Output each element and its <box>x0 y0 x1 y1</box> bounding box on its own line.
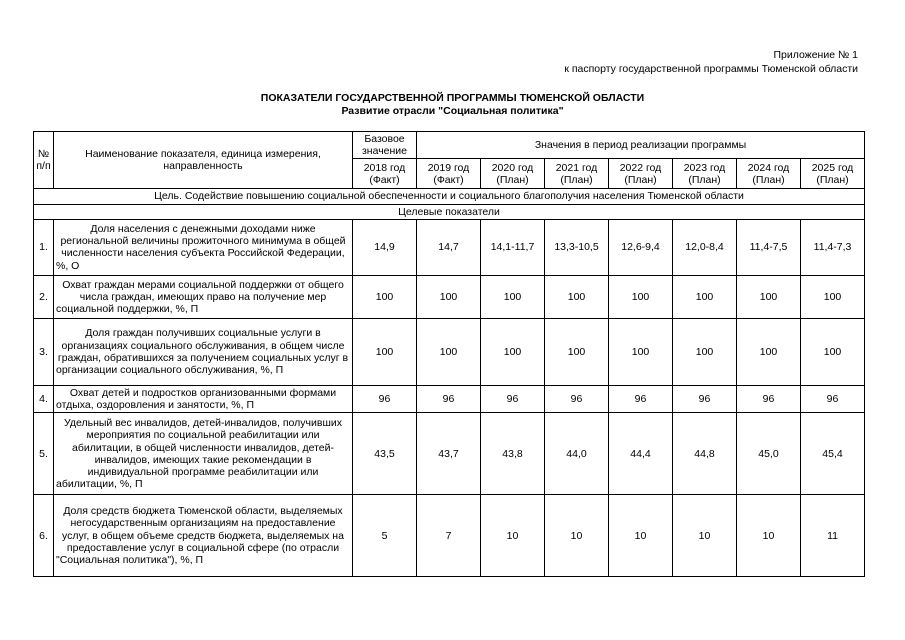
row-value-2020: 10 <box>481 495 545 577</box>
header-base: Базовое значение <box>353 132 417 159</box>
row-value-2018: 14,9 <box>353 219 417 275</box>
row-num: 3. <box>34 318 54 385</box>
section-row <box>34 204 865 219</box>
table-row <box>34 318 865 385</box>
row-value-2019: 96 <box>417 385 481 412</box>
table-row <box>34 219 865 275</box>
row-value-2021: 44,0 <box>545 413 609 495</box>
header-year-2020: 2020 год (План) <box>481 159 545 189</box>
header-year-2018: 2018 год (Факт) <box>353 159 417 189</box>
header-year-2019: 2019 год (Факт) <box>417 159 481 189</box>
document-subtitle: Развитие отрасли "Социальная политика" <box>341 105 564 117</box>
row-value-2019: 14,7 <box>417 219 481 275</box>
row-value-2021: 96 <box>545 385 609 412</box>
table-row <box>34 385 865 412</box>
row-value-2019: 43,7 <box>417 413 481 495</box>
table-row <box>34 413 865 495</box>
goal-text: Цель. Содействие повышению социальной обеспеченности и социального благополучия населения Тюменской области <box>34 189 865 204</box>
header-num: № п/п <box>34 132 54 189</box>
row-value-2022: 44,4 <box>609 413 673 495</box>
row-value-2023: 12,0-8,4 <box>673 219 737 275</box>
row-value-2023: 100 <box>673 318 737 385</box>
row-num: 5. <box>34 413 54 495</box>
row-value-2022: 96 <box>609 385 673 412</box>
row-value-2021: 10 <box>545 495 609 577</box>
row-value-2020: 14,1-11,7 <box>481 219 545 275</box>
row-value-2025: 45,4 <box>801 413 865 495</box>
appendix-line-1: Приложение № 1 <box>773 49 858 61</box>
row-value-2023: 10 <box>673 495 737 577</box>
row-value-2021: 100 <box>545 275 609 318</box>
row-name: Охват граждан мерами социальной поддержки от общего числа граждан, имеющих право на получение мер социальной поддержки, %, П <box>54 275 353 318</box>
document-heading <box>0 92 905 118</box>
appendix-line-2: к паспорту государственной программы Тюменской области <box>564 63 858 75</box>
row-value-2023: 96 <box>673 385 737 412</box>
indicators-table <box>33 131 865 577</box>
header-period: Значения в период реализации программы <box>417 132 865 159</box>
row-name: Доля населения с денежными доходами ниже региональной величины прожиточного минимума в общей численности населения субъекта Российской Федерации, %, О <box>54 219 353 275</box>
appendix-note <box>564 48 858 76</box>
document-title: ПОКАЗАТЕЛИ ГОСУДАРСТВЕННОЙ ПРОГРАММЫ ТЮМЕНСКОЙ ОБЛАСТИ <box>260 92 645 104</box>
row-name: Доля средств бюджета Тюменской области, выделяемых негосударственным организациям на предоставление услуг, в общем объеме средств бюджета, выделяемых на предоставление услуг в социальной сфере (по отрасли "Социальная политика"), %, П <box>54 495 353 577</box>
goal-row <box>34 189 865 204</box>
row-value-2019: 7 <box>417 495 481 577</box>
row-value-2020: 100 <box>481 275 545 318</box>
row-value-2020: 96 <box>481 385 545 412</box>
row-value-2025: 11 <box>801 495 865 577</box>
row-name: Доля граждан получивших социальные услуги в организациях социального обслуживания, в общем числе граждан, обратившихся за получением социальных услуг в организации социального обслуживания, %, П <box>54 318 353 385</box>
row-value-2018: 43,5 <box>353 413 417 495</box>
row-value-2023: 44,8 <box>673 413 737 495</box>
header-year-2023: 2023 год (План) <box>673 159 737 189</box>
row-value-2020: 43,8 <box>481 413 545 495</box>
row-value-2024: 10 <box>737 495 801 577</box>
table-row <box>34 495 865 577</box>
section-title: Целевые показатели <box>34 204 865 219</box>
row-value-2022: 10 <box>609 495 673 577</box>
row-value-2019: 100 <box>417 275 481 318</box>
row-num: 6. <box>34 495 54 577</box>
row-value-2021: 13,3-10,5 <box>545 219 609 275</box>
row-value-2020: 100 <box>481 318 545 385</box>
header-row <box>34 132 865 159</box>
header-year-2022: 2022 год (План) <box>609 159 673 189</box>
row-value-2023: 100 <box>673 275 737 318</box>
table-row <box>34 275 865 318</box>
row-name: Охват детей и подростков организованными формами отдыха, оздоровления и занятости, %, П <box>54 385 353 412</box>
row-num: 4. <box>34 385 54 412</box>
row-value-2025: 100 <box>801 318 865 385</box>
row-value-2018: 100 <box>353 275 417 318</box>
row-value-2025: 100 <box>801 275 865 318</box>
row-value-2019: 100 <box>417 318 481 385</box>
row-value-2024: 45,0 <box>737 413 801 495</box>
row-num: 2. <box>34 275 54 318</box>
row-name: Удельный вес инвалидов, детей-инвалидов, получивших мероприятия по социальной реабилитации или абилитации, в общей численности инвалидов, детей-инвалидов, имеющих такие рекомендации в индивидуальной программе реабилитации или абилитации, %, П <box>54 413 353 495</box>
header-year-2024: 2024 год (План) <box>737 159 801 189</box>
row-value-2022: 100 <box>609 318 673 385</box>
header-name: Наименование показателя, единица измерения, направленность <box>54 132 353 189</box>
row-value-2024: 96 <box>737 385 801 412</box>
header-year-2025: 2025 год (План) <box>801 159 865 189</box>
row-value-2021: 100 <box>545 318 609 385</box>
row-value-2025: 11,4-7,3 <box>801 219 865 275</box>
row-value-2022: 12,6-9,4 <box>609 219 673 275</box>
row-value-2022: 100 <box>609 275 673 318</box>
row-num: 1. <box>34 219 54 275</box>
row-value-2018: 96 <box>353 385 417 412</box>
row-value-2024: 11,4-7,5 <box>737 219 801 275</box>
row-value-2024: 100 <box>737 275 801 318</box>
header-year-2021: 2021 год (План) <box>545 159 609 189</box>
row-value-2025: 96 <box>801 385 865 412</box>
row-value-2018: 100 <box>353 318 417 385</box>
row-value-2024: 100 <box>737 318 801 385</box>
row-value-2018: 5 <box>353 495 417 577</box>
